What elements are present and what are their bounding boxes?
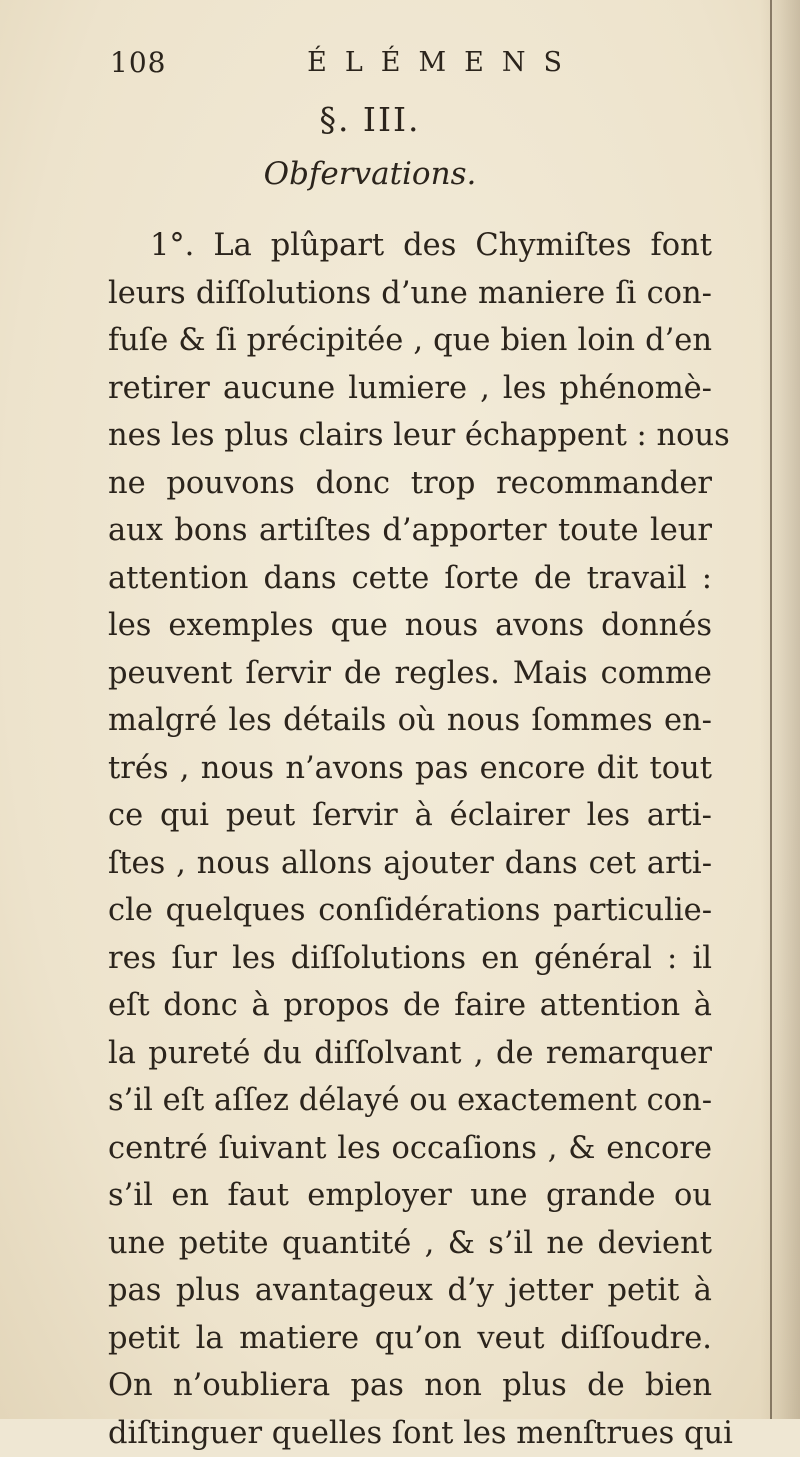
binding-edge: [770, 0, 772, 1419]
text-line: la pureté du diſſolvant , de remarquer: [108, 1030, 712, 1078]
text-line: peuvent ſervir de regles. Mais comme: [108, 650, 712, 698]
text-line: s’il en faut employer une grande ou: [108, 1172, 712, 1220]
text-line: cle quelques conſidérations particulie-: [108, 887, 712, 935]
text-line: ſtes , nous allons ajouter dans cet arti-: [108, 840, 712, 888]
text-line: aux bons artiſtes d’apporter toute leur: [108, 507, 712, 555]
text-line: nes les plus clairs leur échappent : nous: [108, 412, 712, 460]
text-line: leurs diſſolutions d’une maniere ſi con-: [108, 270, 712, 318]
text-line: fuſe & ſi précipitée , que bien loin d’en: [108, 317, 712, 365]
text-line: petit la matiere qu’on veut diſſoudre.: [108, 1315, 712, 1363]
text-line: eſt donc à propos de faire attention à: [108, 982, 712, 1030]
text-line: pas plus avantageux d’y jetter petit à: [108, 1267, 712, 1315]
text-line: les exemples que nous avons donnés: [108, 602, 712, 650]
text-line: res ſur les diſſolutions en général : il: [108, 935, 712, 983]
running-head: [110, 40, 580, 84]
running-title: ÉLÉMENS: [307, 47, 580, 78]
section-subtitle: Obfervations.: [0, 156, 740, 192]
text-line: s’il eſt aſſez délayé ou exactement con-: [108, 1077, 712, 1125]
text-line: une petite quantité , & s’il ne devient: [108, 1220, 712, 1268]
text-line: ce qui peut ſervir à éclairer les arti-: [108, 792, 712, 840]
text-line: On n’oubliera pas non plus de bien: [108, 1362, 712, 1410]
text-line: trés , nous n’avons pas encore dit tout: [108, 745, 712, 793]
text-line: diſtinguer quelles ſont les menſtrues qui: [108, 1410, 712, 1457]
text-line: malgré les détails où nous ſommes en-: [108, 697, 712, 745]
text-line: 1°. La plûpart des Chymiſtes font: [108, 222, 712, 270]
page-gutter-shadow: [760, 0, 800, 1419]
text-line: attention dans cette ſorte de travail :: [108, 555, 712, 603]
page-number: 108: [110, 46, 166, 79]
text-line: ne pouvons donc trop recommander: [108, 460, 712, 508]
text-line: retirer aucune lumiere , les phénomè-: [108, 365, 712, 413]
body-text: [108, 222, 712, 1457]
text-line: centré ſuivant les occaſions , & encore: [108, 1125, 712, 1173]
section-heading: §. III.: [0, 100, 740, 139]
